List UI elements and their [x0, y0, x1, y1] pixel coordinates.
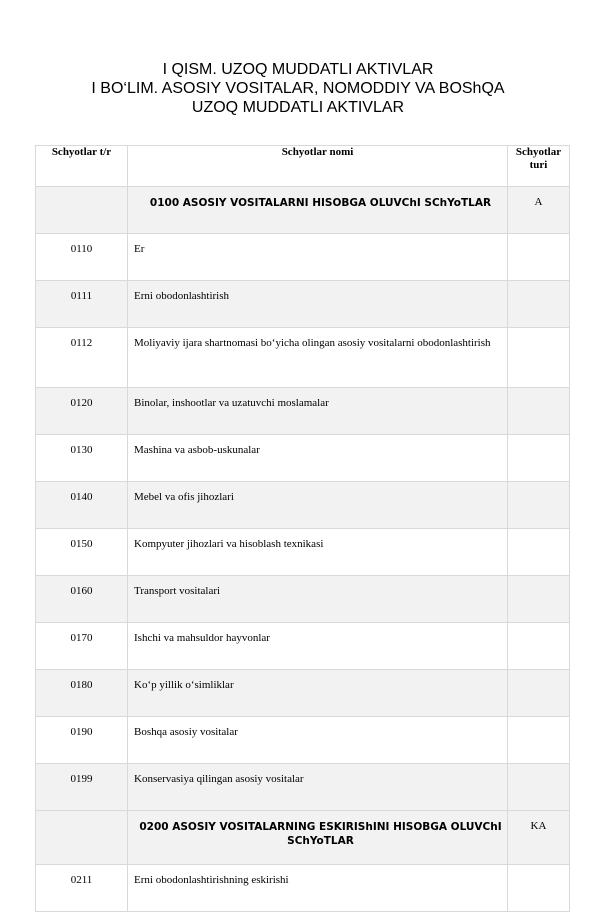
- row-type: [508, 435, 570, 482]
- title-line-2: I BO‘LIM. ASOSIY VOSITALAR, NOMODDIY VA BOShQA: [91, 80, 505, 97]
- row-name: Boshqa asosiy vositalar: [128, 717, 508, 764]
- document-title: [0, 60, 596, 117]
- header-name: Schyotlar nomi: [128, 146, 508, 187]
- row-type: [508, 328, 570, 388]
- row-code: 0111: [36, 281, 128, 328]
- table-row: [36, 623, 570, 670]
- row-name: Konservasiya qilingan asosiy vositalar: [128, 764, 508, 811]
- row-code: 0199: [36, 764, 128, 811]
- row-code: 0211: [36, 865, 128, 912]
- row-name: Mebel va ofis jihozlari: [128, 482, 508, 529]
- row-type: [508, 482, 570, 529]
- row-name: Er: [128, 234, 508, 281]
- title-line-3: UZOQ MUDDATLI AKTIVLAR: [191, 99, 405, 116]
- row-type: [508, 529, 570, 576]
- table-row: [36, 328, 570, 388]
- row-type: [508, 865, 570, 912]
- table-row: [36, 435, 570, 482]
- row-code: 0160: [36, 576, 128, 623]
- table-row: [36, 576, 570, 623]
- row-name: Binolar, inshootlar va uzatuvchi moslamalar: [128, 388, 508, 435]
- row-type: [508, 764, 570, 811]
- table-row: [36, 187, 570, 234]
- row-code: 0110: [36, 234, 128, 281]
- table-row: [36, 234, 570, 281]
- row-name: Ko‘p yillik o‘simliklar: [128, 670, 508, 717]
- row-code: 0140: [36, 482, 128, 529]
- row-code: 0120: [36, 388, 128, 435]
- table-header-row: [36, 146, 570, 187]
- accounts-table: [35, 145, 570, 912]
- row-type: KA: [508, 811, 570, 865]
- table-row: [36, 388, 570, 435]
- header-code: Schyotlar t/r: [36, 146, 128, 187]
- row-type: [508, 623, 570, 670]
- title-line-1: I QISM. UZOQ MUDDATLI AKTIVLAR: [162, 61, 434, 78]
- row-name: Erni obodonlashtirishning eskirishi: [128, 865, 508, 912]
- row-code: 0190: [36, 717, 128, 764]
- table-row: [36, 717, 570, 764]
- row-code: [36, 187, 128, 234]
- row-code: 0150: [36, 529, 128, 576]
- table-row: [36, 865, 570, 912]
- row-code: [36, 811, 128, 865]
- table-row: [36, 482, 570, 529]
- row-name: Mashina va asbob-uskunalar: [128, 435, 508, 482]
- row-name: Moliyaviy ijara shartnomasi bo‘yicha olingan asosiy vositalarni obodonlashtirish: [128, 328, 508, 388]
- row-type: A: [508, 187, 570, 234]
- table-row: [36, 529, 570, 576]
- section-heading: 0200 ASOSIY VOSITALARNING ESKIRIShINI HISOBGA OLUVChI SChYoTLAR: [128, 811, 508, 865]
- row-type: [508, 388, 570, 435]
- row-type: [508, 670, 570, 717]
- table-row: [36, 281, 570, 328]
- row-code: 0180: [36, 670, 128, 717]
- row-name: Kompyuter jihozlari va hisoblash texnikasi: [128, 529, 508, 576]
- table-row: [36, 670, 570, 717]
- header-type: Schyotlar turi: [508, 146, 570, 187]
- row-type: [508, 717, 570, 764]
- table-row: [36, 764, 570, 811]
- section-heading: 0100 ASOSIY VOSITALARNI HISOBGA OLUVChI SChYoTLAR: [128, 187, 508, 234]
- table-row: [36, 811, 570, 865]
- row-type: [508, 234, 570, 281]
- row-name: Transport vositalari: [128, 576, 508, 623]
- row-name: Erni obodonlashtirish: [128, 281, 508, 328]
- row-code: 0170: [36, 623, 128, 670]
- row-type: [508, 576, 570, 623]
- row-code: 0130: [36, 435, 128, 482]
- row-code: 0112: [36, 328, 128, 388]
- row-name: Ishchi va mahsuldor hayvonlar: [128, 623, 508, 670]
- row-type: [508, 281, 570, 328]
